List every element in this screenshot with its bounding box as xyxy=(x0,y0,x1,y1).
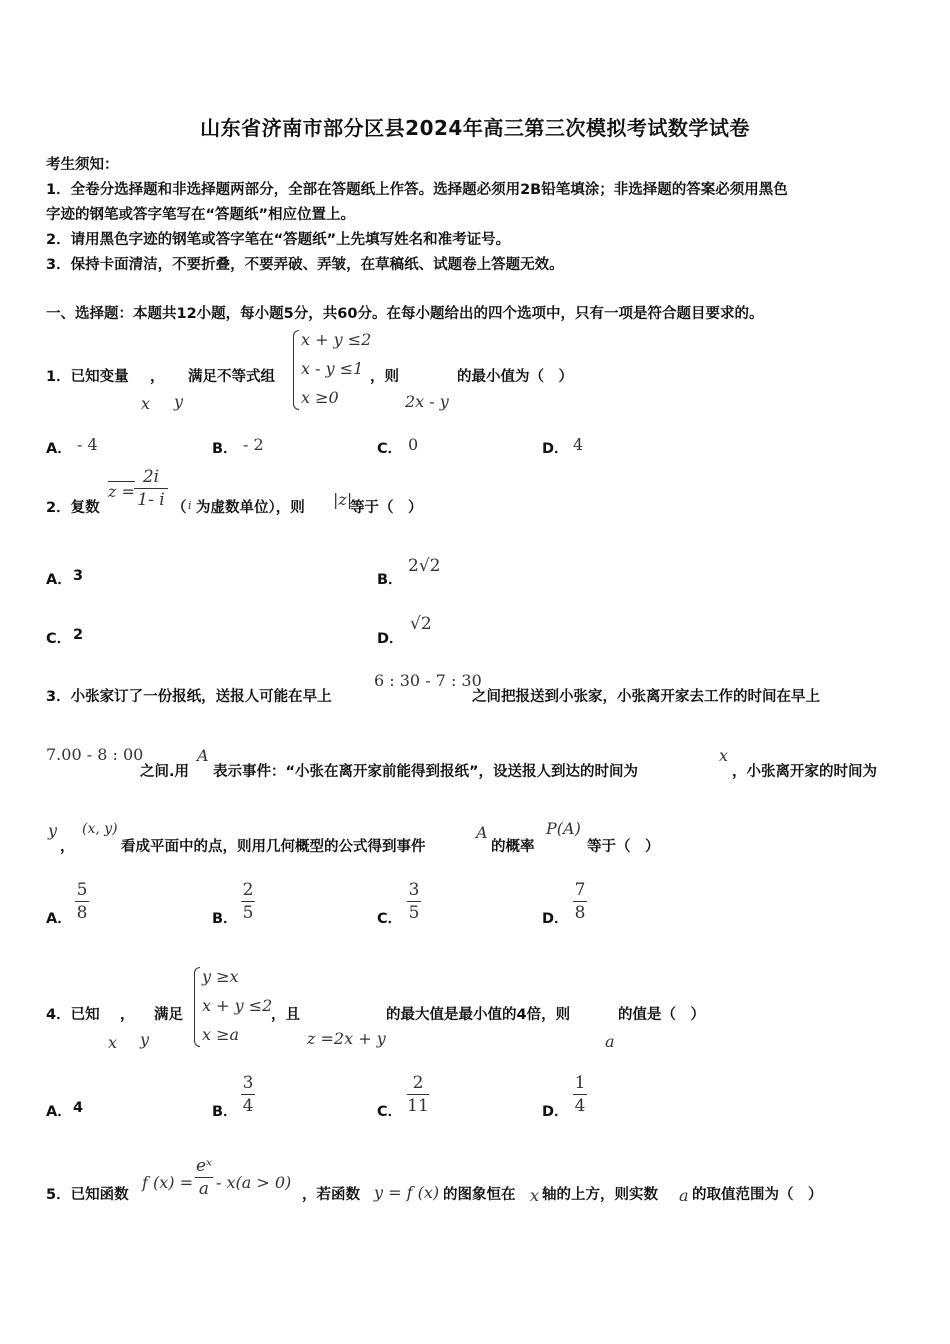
q3-event-a: A xyxy=(197,746,209,765)
q4-option-d-num: 1 xyxy=(574,1073,586,1093)
q3-line2-a: 之间.用 xyxy=(140,764,190,780)
notice-item-1-cont: 字迹的钢笔或答字笔写在“答题纸”相应位置上。 xyxy=(46,207,356,223)
q1-ineq-2: x - y ≤1 xyxy=(301,359,364,378)
q1-prefix: 1．已知变量 xyxy=(46,369,129,385)
q3-option-a-label: A． xyxy=(46,911,72,927)
section-heading: 一、选择题：本题共12小题，每小题5分，共60分。在每小题给出的四个选项中，只有一项是符合题目要求的。 xyxy=(46,306,764,322)
q1-suffix: 的最小值为（ ） xyxy=(457,369,573,385)
q2-option-c-value: 2 xyxy=(73,627,84,643)
q4-option-b-fraction xyxy=(239,1072,257,1117)
q1-var-y: y xyxy=(174,392,184,411)
q1-ineq-3: x ≥0 xyxy=(301,388,339,407)
q5-numerator: eˣ xyxy=(195,1156,213,1176)
q1-option-a-label: A． xyxy=(46,441,72,457)
q2-denominator: 1- i xyxy=(137,490,165,510)
q5-yfx: y = f (x) xyxy=(374,1183,440,1202)
q3-option-d-num: 7 xyxy=(574,880,586,900)
q3-option-a-den: 8 xyxy=(76,903,88,923)
q3-line3-comma: ， xyxy=(60,839,75,855)
q3-option-b-fraction xyxy=(239,879,257,924)
q3-option-c-fraction xyxy=(405,879,423,924)
q3-option-d-label: D． xyxy=(542,911,569,927)
q3-option-c-num: 3 xyxy=(408,880,420,900)
q2-option-a-value: 3 xyxy=(73,568,84,584)
q3-time-range-1: 6 : 30 - 7 : 30 xyxy=(374,671,482,690)
q5-fraction xyxy=(194,1155,214,1200)
q4-option-d-fraction xyxy=(571,1072,589,1117)
q1-expr: 2x - y xyxy=(405,392,449,411)
q2-zbar-text: z = xyxy=(108,482,135,501)
q2-absz: |z| xyxy=(333,490,353,509)
q1-system-brace xyxy=(293,330,299,410)
q3-line2-c: ，小张离开家的时间为 xyxy=(732,764,877,780)
q2-prefix: 2．复数 xyxy=(46,500,100,516)
q5-var-x: x xyxy=(530,1186,540,1205)
q2-option-d-value: √2 xyxy=(410,614,432,634)
q2-option-c-label: C． xyxy=(46,631,72,647)
q3-line1-suffix: 之间把报送到小张家，小张离开家去工作的时间在早上 xyxy=(472,689,820,705)
q4-option-b-label: B． xyxy=(212,1104,238,1120)
q2-numerator: 2i xyxy=(142,467,160,487)
q5-var-a: a xyxy=(679,1186,689,1205)
q4-option-c-fraction xyxy=(405,1072,431,1117)
q2-zbar xyxy=(108,482,135,501)
q4-option-c-num: 2 xyxy=(412,1073,424,1093)
q5-denominator: a xyxy=(198,1179,210,1199)
q1-option-b-value: - 2 xyxy=(243,435,264,454)
q1-system xyxy=(301,325,371,412)
q3-option-c-den: 5 xyxy=(408,903,420,923)
q5-text2: 的图象恒在 xyxy=(443,1187,516,1203)
q3-line2-b: 表示事件：“小张在离开家前能得到报纸”，设送报人到达的时间为 xyxy=(213,764,639,780)
q2-paren-text: 为虚数单位），则 xyxy=(196,500,305,516)
q5-text3: 轴的上方，则实数 xyxy=(542,1187,658,1203)
q3-option-d-den: 8 xyxy=(574,903,586,923)
notice-item-2: 2．请用黑色字迹的钢笔或答字笔在“答题纸”上先填写姓名和准考证号。 xyxy=(46,232,511,248)
q4-mid: 满足 xyxy=(154,1007,183,1023)
q2-i: i xyxy=(188,499,192,512)
q4-and: ，且 xyxy=(271,1007,300,1023)
q3-var-y: y xyxy=(48,821,58,840)
q4-option-c-label: C． xyxy=(377,1104,403,1120)
q1-option-a-value: - 4 xyxy=(77,435,98,454)
q5-mid: ，若函数 xyxy=(302,1187,360,1203)
q1-option-d-label: D． xyxy=(542,441,569,457)
q3-option-a-fraction xyxy=(73,879,91,924)
q1-mid: 满足不等式组 xyxy=(188,369,275,385)
q4-option-a-value: 4 xyxy=(73,1100,84,1116)
q4-system-brace xyxy=(194,967,200,1047)
q3-prob: P(A) xyxy=(546,819,581,838)
notice-item-3: 3．保持卡面清洁，不要折叠，不要弄破、弄皱，在草稿纸、试题卷上答题无效。 xyxy=(46,257,564,273)
q4-option-a-label: A． xyxy=(46,1104,72,1120)
q2-option-b-value: 2√2 xyxy=(408,556,441,576)
q4-var-a: a xyxy=(605,1032,615,1051)
q4-system xyxy=(202,962,272,1049)
page-title: 山东省济南市部分区县2024年高三第三次模拟考试数学试卷 xyxy=(200,116,750,140)
q1-var-x: x xyxy=(141,394,151,413)
q3-line1-prefix: 3．小张家订了一份报纸，送报人可能在早上 xyxy=(46,689,332,705)
q2-suffix: 等于（ ） xyxy=(350,500,423,516)
q2-fraction xyxy=(134,466,168,511)
q4-ineq-2: x + y ≤2 xyxy=(202,996,273,1015)
q4-z-expr: z =2x + y xyxy=(307,1029,386,1048)
q1-option-c-label: C． xyxy=(377,441,403,457)
q5-prefix: 5．已知函数 xyxy=(46,1187,129,1203)
q3-line3-c: 等于（ ） xyxy=(587,839,660,855)
q4-suffix-b: 的值是（ ） xyxy=(618,1007,705,1023)
q2-option-d-label: D． xyxy=(377,631,404,647)
q1-option-b-label: B． xyxy=(212,441,238,457)
q3-option-b-num: 2 xyxy=(242,880,254,900)
q4-option-d-label: D． xyxy=(542,1104,569,1120)
q4-option-b-num: 3 xyxy=(242,1073,254,1093)
q3-line3-b: 的概率 xyxy=(491,839,535,855)
q5-tail: - x(a > 0) xyxy=(216,1173,292,1192)
q4-var-x: x xyxy=(108,1033,118,1052)
q2-option-a-label: A． xyxy=(46,572,72,588)
q1-option-c-value: 0 xyxy=(408,435,419,454)
q3-option-c-label: C． xyxy=(377,911,403,927)
q2-paren-open: （ xyxy=(172,500,187,516)
q3-option-b-label: B． xyxy=(212,911,238,927)
q4-prefix: 4．已知 xyxy=(46,1007,100,1023)
q4-var-y: y xyxy=(140,1030,150,1049)
q5-suffix: 的取值范围为（ ） xyxy=(692,1187,823,1203)
q1-then: ，则 xyxy=(370,369,399,385)
q1-option-d-value: 4 xyxy=(573,435,584,454)
q1-ineq-1: x + y ≤2 xyxy=(301,330,372,349)
q3-option-a-num: 5 xyxy=(76,880,88,900)
q3-line3-a: 看成平面中的点，则用几何概型的公式得到事件 xyxy=(121,839,426,855)
q3-time-range-2: 7.00 - 8 : 00 xyxy=(46,745,144,764)
q4-suffix-a: 的最大值是最小值的4倍，则 xyxy=(386,1007,571,1023)
q4-comma: ， xyxy=(120,1007,135,1023)
notice-heading: 考生须知： xyxy=(46,157,119,173)
q3-event-a-2: A xyxy=(476,823,488,842)
q3-var-x: x xyxy=(719,746,729,765)
q4-ineq-1: y ≥x xyxy=(202,967,239,986)
q3-point: (x, y) xyxy=(82,821,118,837)
q4-ineq-3: x ≥a xyxy=(202,1025,240,1044)
notice-item-1: 1．全卷分选择题和非选择题两部分，全部在答题纸上作答。选择题必须用2B铅笔填涂；非选择题的答案必须用黑色 xyxy=(46,182,788,198)
q3-option-b-den: 5 xyxy=(242,903,254,923)
q4-option-c-den: 11 xyxy=(407,1096,429,1116)
q1-comma: ， xyxy=(150,369,165,385)
q4-option-b-den: 4 xyxy=(242,1096,254,1116)
q3-option-d-fraction xyxy=(571,879,589,924)
q2-option-b-label: B． xyxy=(377,572,403,588)
q4-option-d-den: 4 xyxy=(574,1096,586,1116)
q5-fx: f (x) = xyxy=(142,1173,194,1192)
